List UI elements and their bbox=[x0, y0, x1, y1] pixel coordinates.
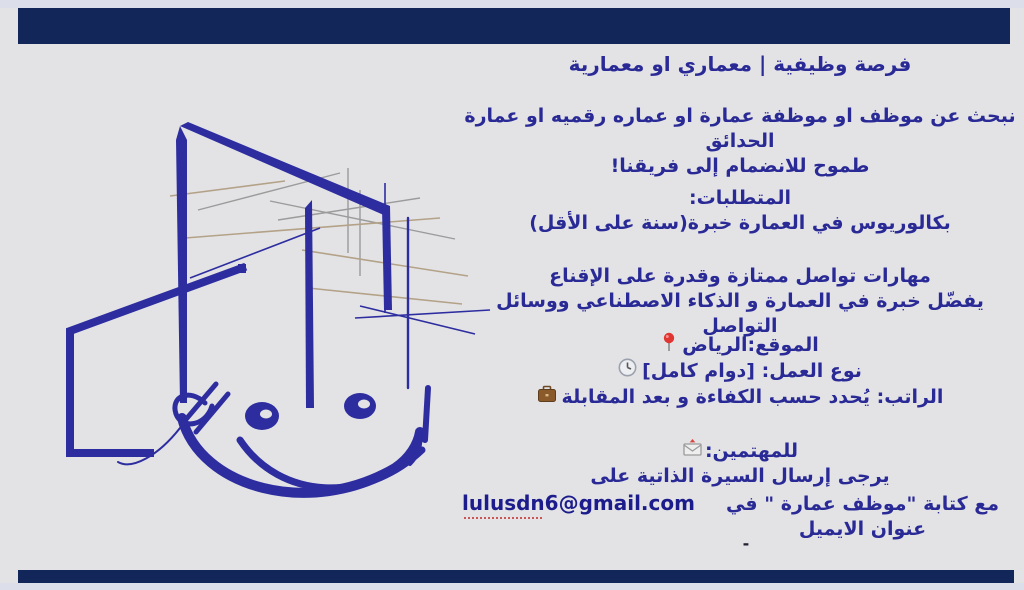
email-note: مع كتابة "موظف عمارة " في عنوان الايميل bbox=[725, 493, 1000, 540]
skills-line-2: يفضّل خبرة في العمارة و الذكاء الاصطناعي ووسائل التواصل bbox=[496, 290, 984, 337]
lulu-logo-graphic bbox=[30, 88, 500, 536]
salary-text: الراتب: يُحدد حسب الكفاءة و بعد المقابلة bbox=[561, 385, 944, 408]
top-navy-bar bbox=[18, 8, 1010, 44]
bottom-margin-strip bbox=[0, 583, 1024, 590]
contact-heading-row bbox=[462, 438, 1018, 464]
requirement-degree: بكالوريوس في العمارة خبرة(سنة على الأقل) bbox=[529, 212, 951, 234]
intro-line-2: طموح للانضمام إلى فريقنا! bbox=[610, 155, 870, 177]
skills-line-1: مهارات تواصل ممتازة وقدرة على الإقناع bbox=[549, 265, 931, 287]
skills-section bbox=[462, 264, 1018, 339]
briefcase-icon bbox=[537, 385, 557, 410]
work-type-text: نوع العمل: [دوام كامل] bbox=[642, 359, 862, 382]
job-details-section bbox=[462, 332, 1018, 410]
requirements-heading: المتطلبات: bbox=[689, 187, 791, 209]
contact-line: يرجى إرسال السيرة الذاتية على bbox=[590, 465, 890, 487]
bottom-navy-bar bbox=[18, 570, 1014, 583]
contact-heading: للمهتمين: bbox=[704, 439, 799, 462]
contact-section bbox=[462, 438, 1018, 542]
spellcheck-squiggle bbox=[464, 517, 542, 519]
location-text: الموقع:الرياض bbox=[682, 333, 819, 356]
intro-paragraph bbox=[462, 104, 1018, 179]
location-row bbox=[462, 332, 1018, 358]
email-address: lulusdn6@gmail.com bbox=[462, 491, 695, 516]
clock-icon bbox=[618, 358, 637, 384]
envelope-icon bbox=[682, 438, 703, 464]
work-type-row bbox=[462, 358, 1018, 384]
footer-dash: - bbox=[742, 534, 750, 553]
top-margin-strip bbox=[0, 0, 1024, 8]
page-title: فرصة وظيفية | معماري او معمارية bbox=[568, 52, 912, 76]
intro-line-1: نبحث عن موظف او موظفة عمارة او عماره رقميه او عمارة الحدائق bbox=[464, 105, 1016, 152]
lulu-architecture-logo bbox=[30, 88, 500, 536]
requirements-section bbox=[462, 186, 1018, 236]
salary-row bbox=[462, 384, 1018, 410]
pin-icon bbox=[661, 332, 677, 359]
